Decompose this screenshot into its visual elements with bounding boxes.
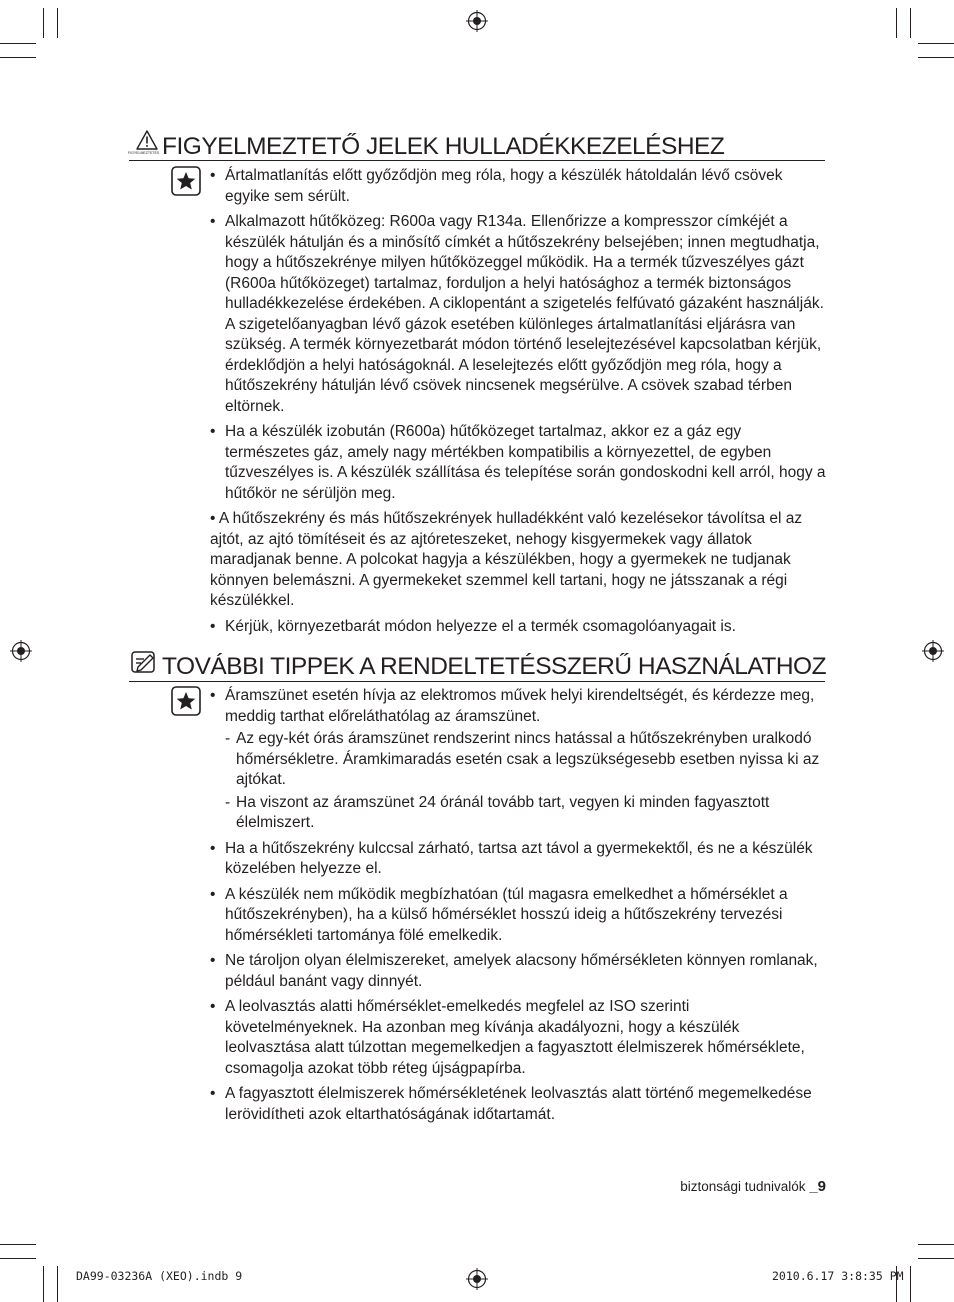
- list-item-text: A hűtőszekrény és más hűtőszekrények hulladékként való kezelésekor távolítsa el az ajtót, az ajtó tömítéseit és az ajtóreteszeket, nehogy kisgyermekek vagy állatok maradjanak benne. A polcokat hagyja a készülékben, hogy a gyermekek ne tudjanak könnyen belemászni. A gyermekeket szemmel kell tartani, hogy ne játsszanak a régi készülékkel.: [210, 510, 803, 609]
- registration-mark-icon: [922, 640, 944, 662]
- crop-mark: [918, 57, 954, 58]
- crop-mark: [43, 1266, 44, 1302]
- page-number: _9: [809, 1178, 826, 1195]
- list-item: [210, 997, 826, 1079]
- list-item-text: Áramszünet esetén hívja az elektromos művek helyi kirendeltségét, és kérdezze meg, meddig tarthat előreláthatólag az áramszünet.: [225, 687, 815, 725]
- note-pencil-icon: [131, 651, 157, 673]
- list-item-text: Ne tároljon olyan élelmiszereket, amelyek alacsony hőmérsékleten könnyen romlanak, például banánt vagy dinnyét.: [225, 952, 818, 990]
- print-slug-datetime: 2010.6.17 3:8:35 PM: [772, 1269, 904, 1283]
- bullet: •: [210, 213, 216, 230]
- section-rule: [129, 160, 825, 161]
- star-note-icon: [171, 166, 201, 196]
- disposal-list: [210, 166, 826, 642]
- list-item-text: A leolvasztás alatti hőmérséklet-emelkedés megfelel az ISO szerinti követelményeknek. Ha azonban meg kívánja akadályozni, hogy a készülék leolvasztása alatt túlzottan megemelkedjen a fagyasztott élelmiszerek hőmérséklete, csomagolja azokat több réteg újságpapírba.: [225, 998, 805, 1077]
- bullet: •: [210, 998, 216, 1015]
- registration-mark-icon: [10, 640, 32, 662]
- crop-mark: [43, 8, 44, 38]
- registration-mark-icon: [466, 10, 488, 32]
- sub-item-text: Az egy-két órás áramszünet rendszerint nincs hatással a hűtőszekrényben uralkodó hőmérsékletre. Áramkimaradás esetén csak a legszükségesebb esetben nyissa ki az ajtókat.: [236, 730, 820, 788]
- crop-mark: [57, 8, 58, 38]
- crop-mark: [0, 57, 36, 58]
- bullet: •: [210, 952, 216, 969]
- bullet: •: [210, 885, 216, 903]
- crop-mark: [57, 1266, 58, 1302]
- warning-icon-caption: FIGYELMEZTETÉS: [128, 151, 160, 155]
- crop-mark: [918, 1258, 954, 1259]
- bullet: •: [210, 423, 216, 440]
- bullet: •: [210, 687, 216, 704]
- sub-list-item: [210, 729, 826, 791]
- footer-section-label: biztonsági tudnivalók: [680, 1179, 806, 1194]
- dash: -: [225, 730, 231, 747]
- dash: -: [225, 793, 231, 811]
- crop-mark: [0, 1244, 36, 1245]
- registration-mark-icon: [466, 1268, 488, 1290]
- crop-mark: [0, 1258, 36, 1259]
- list-item: [210, 1084, 826, 1125]
- section-rule: [129, 681, 825, 682]
- list-item: [210, 422, 826, 504]
- list-item: [210, 951, 826, 992]
- list-item-text: Kérjük, környezetbarát módon helyezze el a termék csomagolóanyagait is.: [225, 617, 736, 635]
- list-item: [210, 617, 826, 638]
- bullet: •: [210, 839, 216, 857]
- tips-list: [210, 686, 826, 1130]
- crop-mark: [896, 8, 897, 38]
- crop-mark: [910, 1266, 911, 1302]
- star-note-icon: [171, 686, 201, 716]
- crop-mark: [918, 43, 954, 44]
- bullet: •: [210, 510, 216, 527]
- crop-mark: [0, 43, 36, 44]
- section-title-disposal: FIGYELMEZTETŐ JELEK HULLADÉKKEZELÉSHEZ: [162, 133, 725, 160]
- crop-mark: [918, 1244, 954, 1245]
- page-footer: [600, 1178, 826, 1195]
- list-item-text: Ha a készülék izobután (R600a) hűtőközeget tartalmaz, akkor ez a gáz egy természetes gáz, amely nagy mértékben kompatibilis a környezettel, de egyben tűzveszélyes is. A készülék szállítása és telepítése során gondoskodni kell arról, hogy a hűtőkör ne sérüljön meg.: [225, 423, 826, 502]
- print-slug-file: DA99-03236A (XEO).indb 9: [76, 1269, 243, 1283]
- section-title-tips: TOVÁBBI TIPPEK A RENDELTETÉSSZERŰ HASZNÁLATHOZ: [162, 653, 827, 680]
- list-item: [210, 885, 826, 947]
- list-item-text: Ártalmatlanítás előtt győződjön meg róla, hogy a készülék hátoldalán lévő csövek egyike sem sérült.: [225, 167, 783, 205]
- list-item: [210, 166, 826, 207]
- warning-triangle-icon: [136, 130, 158, 150]
- list-item: [210, 509, 826, 612]
- list-item-text: Alkalmazott hűtőközeg: R600a vagy R134a. Ellenőrizze a kompresszor címkéjét a készülék hátulján és a minősítő címkét a hűtőszekrény belsejében; innen megtudhatja, hogy a hűtőszekrénye milyen hűtőközeggel működik. Ha a termék tűzveszélyes gázt (R600a hűtőközeget) tartalmaz, forduljon a helyi hatósághoz a termék biztonságos hulladékkezelése érdekében. A ciklopentánt a szigetelés felfúvató gázaként használják. A szigetelőanyagban lévő gázok esetében különleges ártalmatlanítási eljárásra van szükség. A termék környezetbarát módon történő leselejtezésével kapcsolatban kérjük, érdeklődjön a helyi hatóságoknál. A leselejtezés előtt győződjön meg róla, hogy a hűtőszekrény hátulján lévő csövek nincsenek megsérülve. A csövek szabad térben eltörnek.: [225, 213, 824, 415]
- crop-mark: [910, 8, 911, 38]
- list-item: [210, 839, 826, 880]
- list-item: [210, 212, 826, 417]
- bullet: •: [210, 617, 216, 635]
- list-item-text: Ha a hűtőszekrény kulccsal zárható, tartsa azt távol a gyermekektől, és ne a készülék közelében helyezze el.: [225, 839, 813, 877]
- bullet: •: [210, 1085, 216, 1102]
- sub-list-item: [210, 793, 826, 834]
- list-item: [210, 686, 826, 727]
- bullet: •: [210, 167, 216, 184]
- list-item-text: A készülék nem működik megbízhatóan (túl magasra emelkedhet a hőmérséklet a hűtőszekrényben), ha a külső hőmérséklet hosszú ideig a hűtőszekrény tervezési hőmérsékleti tartománya fölé emelkedik.: [225, 885, 788, 944]
- sub-item-text: Ha viszont az áramszünet 24 óránál tovább tart, vegyen ki minden fagyasztott élelmiszert.: [236, 793, 770, 831]
- list-item-text: A fagyasztott élelmiszerek hőmérsékletének leolvasztás alatt történő megemelkedése lerövidítheti azok eltarthatóságának időtartamát.: [225, 1085, 812, 1123]
